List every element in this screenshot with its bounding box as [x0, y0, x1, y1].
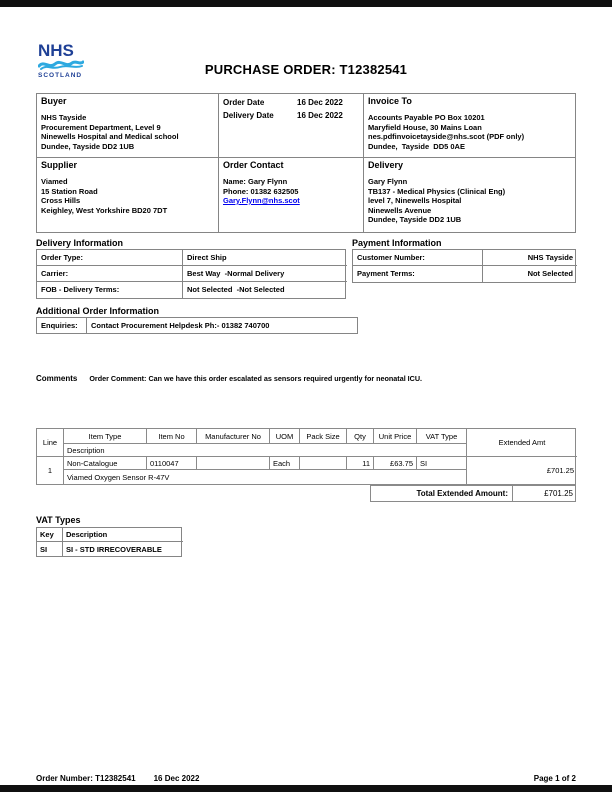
- scan-edge-bottom: [0, 785, 612, 792]
- item-qty: 11: [347, 457, 374, 470]
- buyer-label: Buyer: [41, 96, 67, 106]
- invoice-to-line: Accounts Payable PO Box 10201: [368, 113, 485, 122]
- carrier-label: Carrier:: [37, 266, 183, 282]
- delivery-cell: [364, 158, 575, 232]
- order-contact-email-link[interactable]: Gary.Flynn@nhs.scot: [223, 196, 300, 205]
- total-extended-amount-label: Total Extended Amount:: [371, 486, 513, 501]
- order-date-value: 16 Dec 2022: [297, 98, 343, 107]
- item-unit-price: £63.75: [374, 457, 417, 470]
- order-contact-label: Order Contact: [223, 160, 284, 170]
- enquiries-label: Enquiries:: [37, 318, 87, 333]
- delivery-line: Gary Flynn: [368, 177, 408, 186]
- scan-edge-top: [0, 0, 612, 7]
- item-description: Viamed Oxygen Sensor R-47V: [64, 470, 467, 484]
- col-header-qty: Qty: [347, 429, 374, 444]
- delivery-date-value: 16 Dec 2022: [297, 111, 343, 120]
- supplier-label: Supplier: [41, 160, 78, 170]
- delivery-line: Dundee, Tayside DD2 1UB: [368, 215, 462, 224]
- additional-order-information-table: [36, 317, 358, 334]
- comments-text: Order Comment: Can we have this order escalated as sensors required urgently for neonatal ICU.: [89, 374, 423, 383]
- invoice-to-line: Maryfield House, 30 Mains Loan: [368, 122, 482, 132]
- enquiries-value: Contact Procurement Helpdesk Ph:- 01382 740700: [91, 321, 270, 330]
- supplier-line: Viamed: [41, 177, 68, 186]
- vat-description-value: SI - STD IRRECOVERABLE: [66, 544, 162, 554]
- item-vat-type: SI: [417, 457, 467, 470]
- delivery-information-heading: Delivery Information: [36, 238, 124, 248]
- item-extended-amt: £701.25: [546, 466, 574, 475]
- col-header-description: Description: [64, 444, 467, 457]
- vat-key-value: SI: [37, 542, 63, 556]
- supplier-line: 15 Station Road: [41, 186, 98, 196]
- dates-cell: [219, 94, 364, 158]
- fob-terms-value: Not Selected -Not Selected: [187, 285, 285, 294]
- invoice-to-label: Invoice To: [368, 96, 412, 106]
- total-extended-amount-box: [370, 485, 576, 502]
- order-contact-phone: Phone: 01382 632505: [223, 186, 299, 196]
- supplier-line: Cross Hills: [41, 196, 81, 205]
- buyer-line: Ninewells Hospital and Medical school: [41, 132, 179, 141]
- footer-date: 16 Dec 2022: [153, 774, 200, 783]
- order-contact-name: Name: Gary Flynn: [223, 177, 288, 186]
- vat-types-table: [36, 527, 182, 557]
- payment-terms-label: Payment Terms:: [353, 266, 483, 282]
- order-type-label: Order Type:: [37, 250, 183, 266]
- buyer-cell: [37, 94, 219, 158]
- col-header-unit-price: Unit Price: [374, 429, 417, 444]
- item-manufacturer-no: [197, 457, 270, 470]
- line-items-table: [36, 428, 576, 485]
- order-contact-cell: [219, 158, 364, 232]
- col-header-pack-size: Pack Size: [300, 429, 347, 444]
- col-header-extended-amt: Extended Amt: [467, 429, 577, 457]
- order-header-table: [36, 93, 576, 233]
- delivery-information-table: [36, 249, 346, 299]
- buyer-line: NHS Tayside: [41, 113, 87, 122]
- footer-page-number: Page 1 of 2: [533, 774, 576, 783]
- customer-number-label: Customer Number:: [353, 250, 483, 266]
- col-header-vat-type: VAT Type: [417, 429, 467, 444]
- fob-terms-label: FOB - Delivery Terms:: [37, 282, 183, 298]
- buyer-line: Procurement Department, Level 9: [41, 122, 161, 132]
- payment-information-heading: Payment Information: [352, 238, 442, 248]
- invoice-to-line: nes.pdfinvoicetayside@nhs.scot (PDF only): [368, 132, 525, 141]
- col-header-item-no: Item No: [147, 429, 197, 444]
- nhs-logo-region-text: SCOTLAND: [38, 72, 83, 79]
- delivery-line: level 7, Ninewells Hospital: [368, 196, 462, 205]
- vat-description-header: Description: [63, 528, 183, 542]
- delivery-date-row: [223, 109, 359, 122]
- carrier-value: Best Way -Normal Delivery: [183, 266, 347, 282]
- comments-label: Comments: [36, 374, 78, 383]
- col-header-manufacturer-no: Manufacturer No: [197, 429, 270, 444]
- item-line-number: 1: [37, 457, 64, 484]
- payment-information-table: [352, 249, 576, 283]
- footer-order-number: Order Number: T12382541: [36, 774, 136, 783]
- buyer-line: Dundee, Tayside DD2 1UB: [41, 141, 135, 151]
- page-title: PURCHASE ORDER: T12382541: [204, 62, 408, 77]
- total-extended-amount-value: £701.25: [544, 489, 573, 498]
- col-header-uom: UOM: [270, 429, 300, 444]
- vat-key-header: Key: [37, 528, 63, 542]
- customer-number-value: NHS Tayside: [483, 250, 577, 266]
- delivery-line: Ninewells Avenue: [368, 205, 432, 215]
- item-pack-size: [300, 457, 347, 470]
- comments-row: [36, 374, 576, 383]
- invoice-to-line: Dundee, Tayside DD5 0AE: [368, 141, 465, 151]
- item-uom: Each: [270, 457, 300, 470]
- order-date-row: [223, 96, 359, 109]
- nhs-logo-text: NHS: [38, 41, 74, 60]
- order-date-label: Order Date: [223, 98, 265, 107]
- delivery-label: Delivery: [368, 160, 404, 170]
- item-no: 0110047: [147, 457, 197, 470]
- page-footer: [36, 774, 576, 783]
- supplier-line: Keighley, West Yorkshire BD20 7DT: [41, 205, 168, 215]
- item-type: Non-Catalogue: [64, 457, 147, 470]
- col-header-line: Line: [37, 429, 64, 457]
- payment-terms-value: Not Selected: [527, 269, 573, 278]
- vat-types-heading: VAT Types: [36, 515, 81, 525]
- delivery-line: TB137 - Medical Physics (Clinical Eng): [368, 186, 506, 196]
- col-header-item-type: Item Type: [64, 429, 147, 444]
- order-type-value: Direct Ship: [183, 250, 347, 266]
- delivery-date-label: Delivery Date: [223, 111, 274, 120]
- supplier-cell: [37, 158, 219, 232]
- additional-order-information-heading: Additional Order Information: [36, 306, 159, 316]
- invoice-to-cell: [364, 94, 575, 158]
